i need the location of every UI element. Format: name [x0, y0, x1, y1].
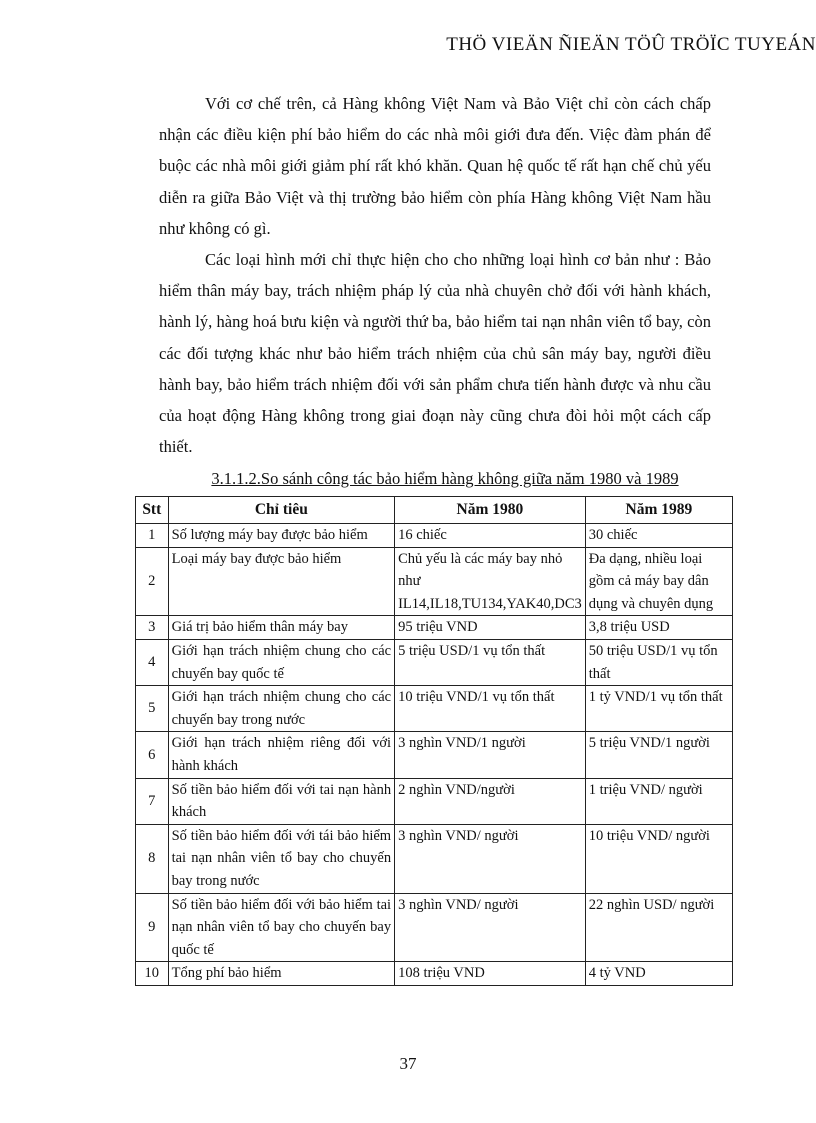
table-header-row [136, 497, 733, 524]
paragraph: Các loại hình mới chỉ thực hiện cho cho những loại hình cơ bản như : Bảo hiểm thân máy bay, trách nhiệm pháp lý của nhà chuyên chở đối với hành khách, hành lý, hàng hoá bưu kiện và người thứ ba, bảo hiểm tai nạn nhân viên tổ bay, còn các đối tượng khác như bảo hiểm trách nhiệm của chủ sân máy bay, người điều hành bay, bảo hiểm trách nhiệm đối với sản phẩm chưa tiến hành được và nhu cầu của hoạt động Hàng không trong giai đoạn này cũng chưa đòi hỏi một cách cấp thiết. [159, 250, 711, 457]
cell-criterion: Loại máy bay được bảo hiểm [168, 547, 395, 616]
cell-year-1989: 3,8 triệu USD [585, 616, 732, 640]
cell-stt: 4 [136, 639, 169, 685]
table-row [136, 732, 733, 778]
cell-stt: 10 [136, 962, 169, 986]
header-stt: Stt [136, 497, 169, 524]
header-criterion: Chỉ tiêu [168, 497, 395, 524]
cell-stt: 9 [136, 893, 169, 962]
cell-year-1980: Chủ yếu là các máy bay nhỏ như IL14,IL18,TU134,YAK40,DC3 [395, 547, 586, 616]
cell-year-1980: 5 triệu USD/1 vụ tổn thất [395, 639, 586, 685]
cell-criterion: Số tiền bảo hiểm đối với tái bảo hiểm tai nạn nhân viên tổ bay cho chuyến bay trong nước [168, 824, 395, 893]
cell-criterion: Số lượng máy bay được bảo hiểm [168, 524, 395, 548]
table-row [136, 547, 733, 616]
comparison-table [135, 496, 733, 986]
cell-year-1980: 3 nghìn VND/ người [395, 893, 586, 962]
cell-year-1980: 16 chiếc [395, 524, 586, 548]
cell-criterion: Giá trị bảo hiểm thân máy bay [168, 616, 395, 640]
cell-stt: 1 [136, 524, 169, 548]
cell-stt: 2 [136, 547, 169, 616]
table-row [136, 616, 733, 640]
cell-year-1980: 3 nghìn VND/ người [395, 824, 586, 893]
header-year-1980: Năm 1980 [395, 497, 586, 524]
cell-year-1989: 22 nghìn USD/ người [585, 893, 732, 962]
cell-year-1989: 5 triệu VND/1 người [585, 732, 732, 778]
cell-criterion: Giới hạn trách nhiệm riêng đối với hành khách [168, 732, 395, 778]
cell-year-1989: 4 tỷ VND [585, 962, 732, 986]
table-row [136, 962, 733, 986]
cell-year-1989: 50 triệu USD/1 vụ tổn thất [585, 639, 732, 685]
cell-criterion: Giới hạn trách nhiệm chung cho các chuyến bay quốc tế [168, 639, 395, 685]
table-caption: 3.1.1.2.So sánh công tác bảo hiểm hàng không giữa năm 1980 và 1989 [211, 469, 679, 489]
cell-stt: 8 [136, 824, 169, 893]
table-row [136, 893, 733, 962]
page-number: 37 [399, 1054, 417, 1073]
cell-stt: 6 [136, 732, 169, 778]
body-text [159, 88, 711, 490]
page-header: THÖ VIEÄN ÑIEÄN TÖÛ TRÖÏC TUYEÁN [446, 34, 816, 55]
cell-year-1980: 3 nghìn VND/1 người [395, 732, 586, 778]
cell-stt: 3 [136, 616, 169, 640]
cell-stt: 5 [136, 686, 169, 732]
cell-year-1989: 1 tỷ VND/1 vụ tổn thất [585, 686, 732, 732]
cell-year-1989: 1 triệu VND/ người [585, 778, 732, 824]
cell-criterion: Giới hạn trách nhiệm chung cho các chuyến bay trong nước [168, 686, 395, 732]
cell-criterion: Số tiền bảo hiểm đối với tai nạn hành khách [168, 778, 395, 824]
cell-criterion: Tổng phí bảo hiểm [168, 962, 395, 986]
cell-stt: 7 [136, 778, 169, 824]
table-row [136, 686, 733, 732]
cell-criterion: Số tiền bảo hiểm đối với bảo hiểm tai nạn nhân viên tổ bay cho chuyến bay quốc tế [168, 893, 395, 962]
table-row [136, 639, 733, 685]
table-row [136, 824, 733, 893]
table-row [136, 778, 733, 824]
paragraph: Với cơ chế trên, cả Hàng không Việt Nam và Bảo Việt chỉ còn cách chấp nhận các điều kiện phí bảo hiểm do các nhà môi giới đưa đến. Việc đàm phán để buộc các nhà môi giới giảm phí rất khó khăn. Quan hệ quốc tế rất hạn chế chủ yếu diễn ra giữa Bảo Việt và thị trường bảo hiểm còn phía Hàng không Việt Nam hầu như không có gì. [159, 94, 711, 238]
cell-year-1980: 2 nghìn VND/người [395, 778, 586, 824]
cell-year-1989: 30 chiếc [585, 524, 732, 548]
header-year-1989: Năm 1989 [585, 497, 732, 524]
cell-year-1989: Đa dạng, nhiều loại gồm cả máy bay dân dụng và chuyên dụng [585, 547, 732, 616]
cell-year-1980: 10 triệu VND/1 vụ tổn thất [395, 686, 586, 732]
cell-year-1989: 10 triệu VND/ người [585, 824, 732, 893]
cell-year-1980: 95 triệu VND [395, 616, 586, 640]
cell-year-1980: 108 triệu VND [395, 962, 586, 986]
table-row [136, 524, 733, 548]
